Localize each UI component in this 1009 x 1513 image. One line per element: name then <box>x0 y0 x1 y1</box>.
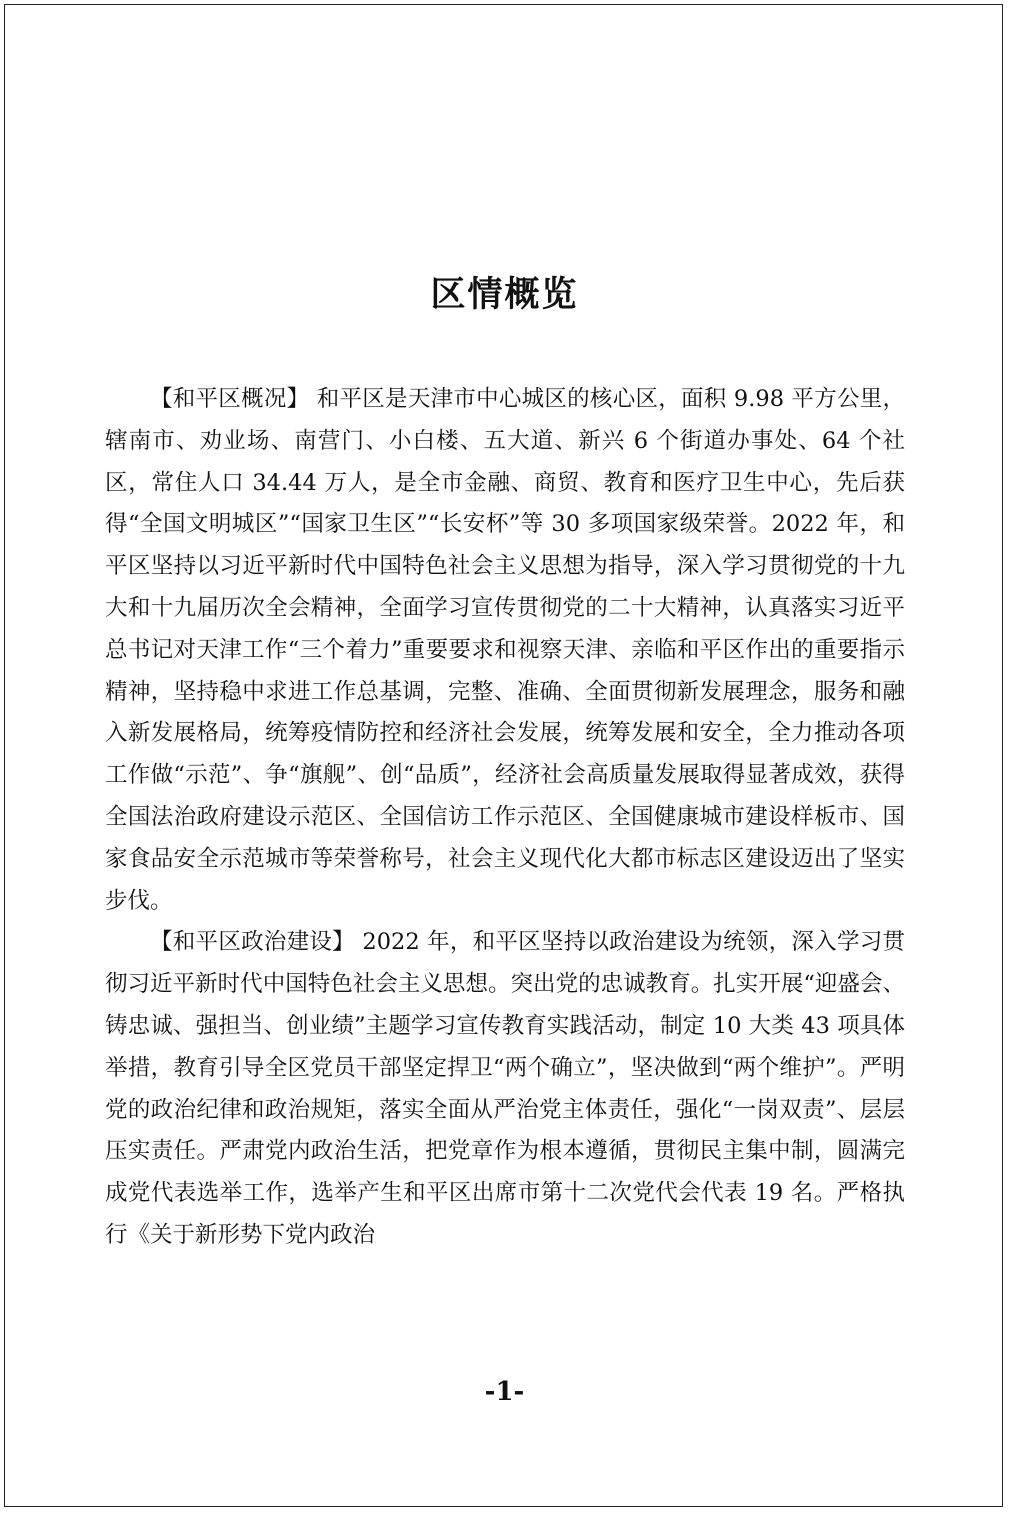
paragraph-overview <box>105 379 905 922</box>
paragraph-text: 和平区是天津市中心城区的核心区，面积 9.98 平方公里，辖南市、劝业场、南营门、小白楼、五大道、新兴 6 个街道办事处、64 个社区，常住人口 34.44 万人，是全市金融、商贸、教育和医疗卫生中心，先后获得“全国文明城区”“国家卫生区”“长安杯”等 30 多项国家级荣誉。2022 年，和平区坚持以习近平新时代中国特色社会主义思想为指导，深入学习贯彻党的十九大和十九届历次全会精神，全面学习宣传贯彻党的二十大精神，认真落实习近平总书记对天津工作“三个着力”重要要求和视察天津、亲临和平区作出的重要指示精神，坚持稳中求进工作总基调，完整、准确、全面贯彻新发展理念，服务和融入新发展格局，统筹疫情防控和经济社会发展，统筹发展和安全，全力推动各项工作做“示范”、争“旗舰”、创“品质”，经济社会高质量发展取得显著成效，获得全国法治政府建设示范区、全国信访工作示范区、全国健康城市建设样板市、国家食品安全示范城市等荣誉称号，社会主义现代化大都市标志区建设迈出了坚实步伐。 <box>105 386 905 914</box>
paragraph-text: 2022 年，和平区坚持以政治建设为统领，深入学习贯彻习近平新时代中国特色社会主义思想。突出党的忠诚教育。扎实开展“迎盛会、铸忠诚、强担当、创业绩”主题学习宣传教育实践活动，制定 10 大类 43 项具体举措，教育引导全区党员干部坚定捍卫“两个确立”，坚决做到“两个维护”。严明党的政治纪律和政治规矩，落实全面从严治党主体责任，强化“一岗双责”、层层压实责任。严肃党内政治生活，把党章作为根本遵循，贯彻民主集中制，圆满完成党代表选举工作，选举产生和平区出席市第十二次党代会代表 19 名。严格执行《关于新形势下党内政治 <box>105 929 905 1248</box>
paragraph-heading: 【和平区概况】 <box>150 386 310 412</box>
body-text <box>105 379 905 1257</box>
page-title: 区情概览 <box>430 275 579 315</box>
paragraph-political-construction <box>105 922 905 1256</box>
page-number: -1- <box>484 1377 525 1407</box>
paragraph-heading: 【和平区政治建设】 <box>150 929 355 956</box>
